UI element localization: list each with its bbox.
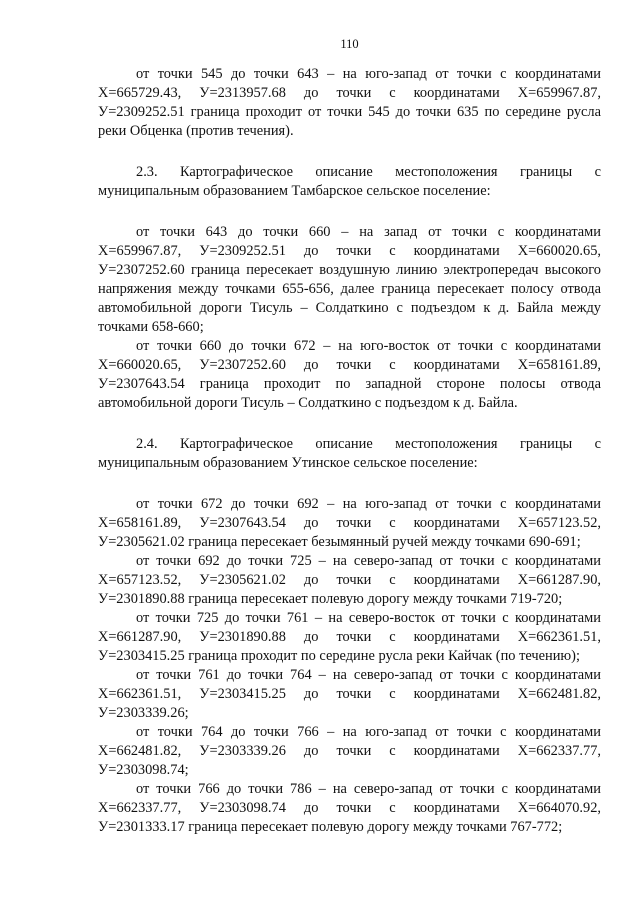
paragraph-point-764-766: от точки 764 до точки 766 – на юго-запад от точки с координатами Х=662481.82, У=2303339.26 до точки с координатами Х=662337.77, У=2303098.74;: [98, 724, 601, 778]
paragraph-point-692-725: от точки 692 до точки 725 – на северо-запад от точки с координатами Х=657123.52, У=2305621.02 до точки с координатами Х=661287.90, У=2301890.88 граница пересекает полевую дорогу между точками 719-720;: [98, 553, 601, 607]
section-2-4-heading-block: [98, 435, 601, 473]
paragraph-point-761-764: от точки 761 до точки 764 – на северо-запад от точки с координатами Х=662361.51, У=2303415.25 до точки с координатами Х=662481.82, У=2303339.26;: [98, 667, 601, 721]
paragraph-point-672-692: от точки 672 до точки 692 – на юго-запад от точки с координатами Х=658161.89, У=2307643.54 до точки с координатами Х=657123.52, У=2305621.02 граница пересекает безымянный ручей между точками 690-691;: [98, 496, 601, 550]
section-2-4-heading: 2.4. Картографическое описание местоположения границы с муниципальным образованием Утинское сельское поселение:: [98, 436, 601, 471]
paragraph-point-660-672: от точки 660 до точки 672 – на юго-восток от точки с координатами Х=660020.65, У=2307252.60 до точки с координатами Х=658161.89, У=2307643.54 граница проходит по западной стороне полосы отвода автомобильной дороги Тисуль – Солдаткино с подъездом к д. Байла.: [98, 338, 601, 411]
paragraph-point-725-761: от точки 725 до точки 761 – на северо-восток от точки с координатами Х=661287.90, У=2301890.88 до точки с координатами Х=662361.51, У=2303415.25 граница проходит по середине русла реки Кайчак (по течению);: [98, 610, 601, 664]
paragraph-point-766-786: от точки 766 до точки 786 – на северо-запад от точки с координатами Х=662337.77, У=2303098.74 до точки с координатами Х=664070.92, У=2301333.17 граница пересекает полевую дорогу между точками 767-772;: [98, 781, 601, 835]
document-page: [98, 36, 601, 837]
page-number: 110: [340, 37, 359, 51]
section-2-3-heading-block: [98, 163, 601, 201]
paragraph-point-545-643: от точки 545 до точки 643 – на юго-запад от точки с координатами Х=665729.43, У=2313957.68 до точки с координатами Х=659967.87, У=2309252.51 граница проходит от точки 545 до точки 635 по середине русла реки Обценка (против течения).: [98, 66, 601, 139]
paragraph-point-643-660: от точки 643 до точки 660 – на запад от точки с координатами Х=659967.87, У=2309252.51 до точки с координатами Х=660020.65, У=2307252.60 граница пересекает воздушную линию электропередач высокого напряжения между точками 655-656, далее граница пересекает полосу отвода автомобильной дороги Тисуль – Солдаткино с подъездом к д. Байла между точками 658-660;: [98, 224, 601, 335]
section-2-3-heading: 2.3. Картографическое описание местоположения границы с муниципальным образованием Тамбарское сельское поселение:: [98, 164, 601, 199]
